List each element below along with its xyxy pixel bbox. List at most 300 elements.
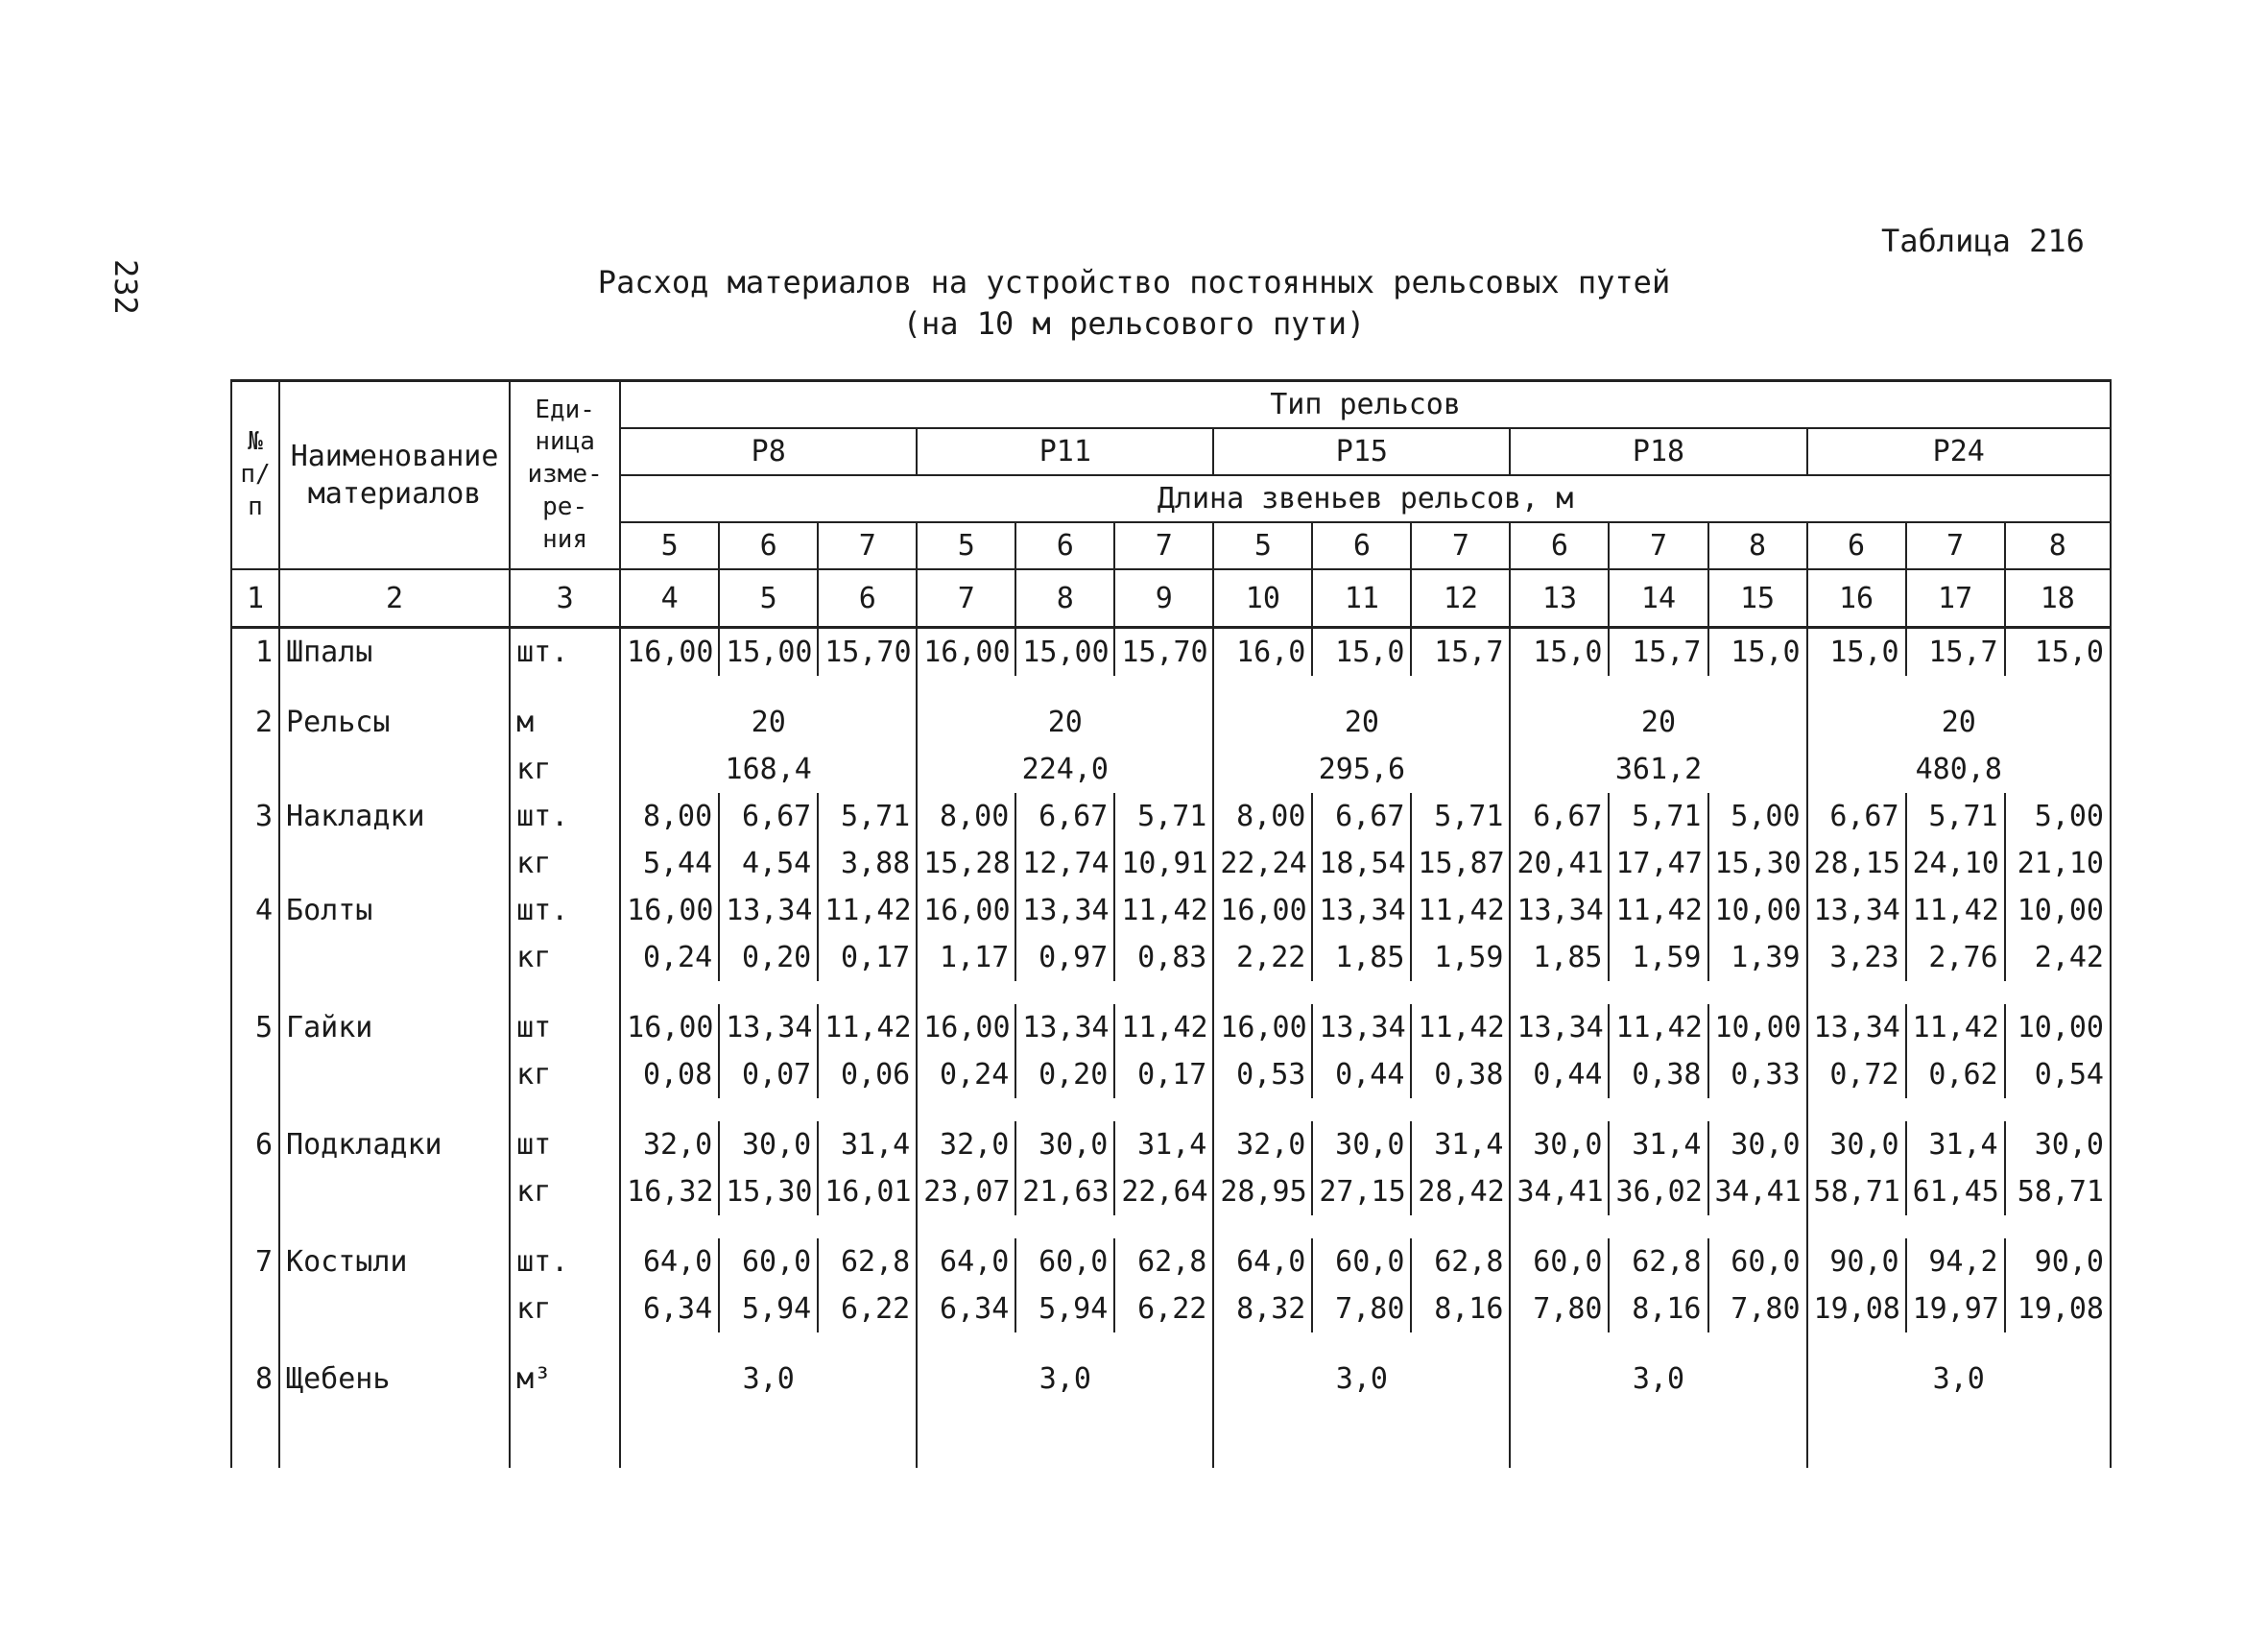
value-cell: 64,0 bbox=[620, 1238, 719, 1285]
value-cell: 6,67 bbox=[1015, 793, 1114, 840]
header-length-cell: 8 bbox=[2005, 522, 2111, 569]
value-cell: 34,41 bbox=[1510, 1168, 1609, 1215]
value-cell: 13,34 bbox=[1312, 1004, 1411, 1051]
value-cell: 15,30 bbox=[1708, 840, 1807, 887]
value-cell: 1,85 bbox=[1510, 934, 1609, 981]
value-cell: 31,4 bbox=[1114, 1121, 1213, 1168]
header-length-cell: 6 bbox=[1312, 522, 1411, 569]
empty-cell bbox=[1510, 1098, 1806, 1121]
empty-cell bbox=[620, 981, 917, 1004]
value-cell: 0,17 bbox=[1114, 1051, 1213, 1098]
value-cell: 0,44 bbox=[1510, 1051, 1609, 1098]
value-cell: 0,06 bbox=[818, 1051, 917, 1098]
value-cell: 16,00 bbox=[620, 887, 719, 934]
unit-cell: кг bbox=[510, 1285, 620, 1332]
value-cell: 21,63 bbox=[1015, 1168, 1114, 1215]
value-cell: 5,00 bbox=[1708, 793, 1807, 840]
value-cell: 60,0 bbox=[719, 1238, 818, 1285]
value-cell: 0,38 bbox=[1411, 1051, 1510, 1098]
column-index-cell: 14 bbox=[1609, 569, 1707, 628]
value-cell: 30,0 bbox=[719, 1121, 818, 1168]
value-cell: 0,72 bbox=[1807, 1051, 1906, 1098]
empty-cell bbox=[279, 1215, 510, 1238]
row-number bbox=[231, 746, 279, 793]
table-title: Расход материалов на устройство постоянных рельсовых путей bbox=[597, 264, 1671, 300]
header-length-cell: 8 bbox=[1708, 522, 1807, 569]
header-name: Наименование материалов bbox=[279, 381, 510, 570]
header-length-cell: 7 bbox=[818, 522, 917, 569]
value-cell: 58,71 bbox=[2005, 1168, 2111, 1215]
value-cell: 36,02 bbox=[1609, 1168, 1707, 1215]
table-row bbox=[231, 981, 2111, 1004]
column-index-cell: 10 bbox=[1213, 569, 1312, 628]
value-cell: 15,00 bbox=[719, 628, 818, 677]
header-length-cell: 5 bbox=[1213, 522, 1312, 569]
header-type-r24: Р24 bbox=[1807, 428, 2111, 475]
value-cell: 1,59 bbox=[1609, 934, 1707, 981]
value-cell: 15,0 bbox=[1708, 628, 1807, 677]
value-cell: 11,42 bbox=[1906, 1004, 2005, 1051]
table-row bbox=[231, 934, 2111, 981]
value-cell: 11,42 bbox=[1906, 887, 2005, 934]
value-cell: 8,32 bbox=[1213, 1285, 1312, 1332]
empty-cell bbox=[279, 1403, 510, 1468]
value-cell: 15,0 bbox=[2005, 628, 2111, 677]
row-number: 7 bbox=[231, 1238, 279, 1285]
empty-cell bbox=[279, 981, 510, 1004]
table-row bbox=[231, 1285, 2111, 1332]
empty-cell bbox=[279, 676, 510, 699]
table-row bbox=[231, 1332, 2111, 1356]
value-cell: 15,87 bbox=[1411, 840, 1510, 887]
value-cell: 5,44 bbox=[620, 840, 719, 887]
material-name bbox=[279, 934, 510, 981]
value-cell: 13,34 bbox=[1015, 887, 1114, 934]
value-cell: 16,00 bbox=[1213, 887, 1312, 934]
value-cell: 10,91 bbox=[1114, 840, 1213, 887]
row-number: 3 bbox=[231, 793, 279, 840]
material-name: Болты bbox=[279, 887, 510, 934]
value-cell: 0,38 bbox=[1609, 1051, 1707, 1098]
header-length-cell: 7 bbox=[1411, 522, 1510, 569]
column-index-cell: 18 bbox=[2005, 569, 2111, 628]
value-cell: 16,00 bbox=[917, 628, 1015, 677]
value-cell: 15,0 bbox=[1807, 628, 1906, 677]
table-row bbox=[231, 793, 2111, 840]
unit-cell: шт bbox=[510, 1004, 620, 1051]
empty-cell bbox=[510, 981, 620, 1004]
empty-cell bbox=[1510, 1403, 1806, 1468]
empty-cell bbox=[1807, 1215, 2111, 1238]
value-cell: 5,00 bbox=[2005, 793, 2111, 840]
table-row bbox=[231, 699, 2111, 746]
value-cell: 16,00 bbox=[917, 1004, 1015, 1051]
empty-cell bbox=[510, 1098, 620, 1121]
unit-cell: кг bbox=[510, 1168, 620, 1215]
empty-cell bbox=[231, 1215, 279, 1238]
row-number: 6 bbox=[231, 1121, 279, 1168]
unit-cell: шт. bbox=[510, 1238, 620, 1285]
merged-value-cell: 20 bbox=[917, 699, 1213, 746]
empty-cell bbox=[231, 1332, 279, 1356]
value-cell: 0,17 bbox=[818, 934, 917, 981]
value-cell: 62,8 bbox=[1609, 1238, 1707, 1285]
merged-value-cell: 20 bbox=[1807, 699, 2111, 746]
header-length-cell: 7 bbox=[1609, 522, 1707, 569]
table-row bbox=[231, 1215, 2111, 1238]
value-cell: 31,4 bbox=[818, 1121, 917, 1168]
table-subtitle: (на 10 м рельсового пути) bbox=[902, 305, 1366, 342]
value-cell: 15,0 bbox=[1312, 628, 1411, 677]
value-cell: 30,0 bbox=[1312, 1121, 1411, 1168]
value-cell: 11,42 bbox=[1411, 887, 1510, 934]
value-cell: 61,45 bbox=[1906, 1168, 2005, 1215]
value-cell: 16,01 bbox=[818, 1168, 917, 1215]
column-index-cell: 9 bbox=[1114, 569, 1213, 628]
row-number: 5 bbox=[231, 1004, 279, 1051]
table-label: Таблица 216 bbox=[1881, 223, 2085, 259]
value-cell: 0,20 bbox=[719, 934, 818, 981]
empty-cell bbox=[1510, 676, 1806, 699]
value-cell: 31,4 bbox=[1906, 1121, 2005, 1168]
value-cell: 64,0 bbox=[917, 1238, 1015, 1285]
value-cell: 11,42 bbox=[1114, 887, 1213, 934]
table-row bbox=[231, 1004, 2111, 1051]
value-cell: 0,83 bbox=[1114, 934, 1213, 981]
material-name: Шпалы bbox=[279, 628, 510, 677]
unit-cell: кг bbox=[510, 934, 620, 981]
value-cell: 0,24 bbox=[620, 934, 719, 981]
value-cell: 3,88 bbox=[818, 840, 917, 887]
header-length-cell: 5 bbox=[917, 522, 1015, 569]
header-unit: Еди- ница изме- ре- ния bbox=[510, 381, 620, 570]
value-cell: 15,70 bbox=[818, 628, 917, 677]
value-cell: 15,0 bbox=[1510, 628, 1609, 677]
table-body bbox=[231, 628, 2111, 1469]
value-cell: 16,00 bbox=[917, 887, 1015, 934]
table-row bbox=[231, 1356, 2111, 1403]
empty-cell bbox=[279, 1098, 510, 1121]
header-length-cell: 7 bbox=[1114, 522, 1213, 569]
unit-cell: кг bbox=[510, 840, 620, 887]
empty-cell bbox=[917, 676, 1213, 699]
value-cell: 13,34 bbox=[1510, 1004, 1609, 1051]
header-type-r11: Р11 bbox=[917, 428, 1213, 475]
value-cell: 5,94 bbox=[719, 1285, 818, 1332]
unit-cell: шт bbox=[510, 1121, 620, 1168]
value-cell: 24,10 bbox=[1906, 840, 2005, 887]
empty-cell bbox=[1213, 1332, 1510, 1356]
value-cell: 30,0 bbox=[2005, 1121, 2111, 1168]
value-cell: 60,0 bbox=[1510, 1238, 1609, 1285]
value-cell: 11,42 bbox=[1609, 887, 1707, 934]
value-cell: 3,23 bbox=[1807, 934, 1906, 981]
table-row bbox=[231, 746, 2111, 793]
material-name: Щебень bbox=[279, 1356, 510, 1403]
value-cell: 11,42 bbox=[1114, 1004, 1213, 1051]
merged-value-cell: 480,8 bbox=[1807, 746, 2111, 793]
value-cell: 6,67 bbox=[719, 793, 818, 840]
empty-cell bbox=[917, 1215, 1213, 1238]
value-cell: 10,00 bbox=[2005, 1004, 2111, 1051]
empty-cell bbox=[1807, 1403, 2111, 1468]
empty-cell bbox=[1510, 1332, 1806, 1356]
merged-value-cell: 224,0 bbox=[917, 746, 1213, 793]
row-number: 8 bbox=[231, 1356, 279, 1403]
column-index-cell: 17 bbox=[1906, 569, 2005, 628]
value-cell: 0,44 bbox=[1312, 1051, 1411, 1098]
value-cell: 2,42 bbox=[2005, 934, 2111, 981]
header-no: № п/п bbox=[231, 381, 279, 570]
value-cell: 17,47 bbox=[1609, 840, 1707, 887]
merged-value-cell: 295,6 bbox=[1213, 746, 1510, 793]
table-row bbox=[231, 1051, 2111, 1098]
empty-cell bbox=[1213, 1098, 1510, 1121]
empty-cell bbox=[231, 981, 279, 1004]
value-cell: 94,2 bbox=[1906, 1238, 2005, 1285]
empty-cell bbox=[1807, 1098, 2111, 1121]
value-cell: 13,34 bbox=[1807, 1004, 1906, 1051]
row-number bbox=[231, 1285, 279, 1332]
value-cell: 6,67 bbox=[1807, 793, 1906, 840]
empty-cell bbox=[1807, 676, 2111, 699]
value-cell: 0,33 bbox=[1708, 1051, 1807, 1098]
value-cell: 4,54 bbox=[719, 840, 818, 887]
value-cell: 5,71 bbox=[1609, 793, 1707, 840]
value-cell: 28,42 bbox=[1411, 1168, 1510, 1215]
empty-cell bbox=[620, 1098, 917, 1121]
column-index-cell: 12 bbox=[1411, 569, 1510, 628]
row-number bbox=[231, 934, 279, 981]
value-cell: 23,07 bbox=[917, 1168, 1015, 1215]
empty-cell bbox=[279, 1332, 510, 1356]
empty-cell bbox=[620, 1332, 917, 1356]
value-cell: 90,0 bbox=[2005, 1238, 2111, 1285]
value-cell: 13,34 bbox=[1510, 887, 1609, 934]
material-name bbox=[279, 1285, 510, 1332]
value-cell: 8,00 bbox=[1213, 793, 1312, 840]
value-cell: 62,8 bbox=[818, 1238, 917, 1285]
material-name: Накладки bbox=[279, 793, 510, 840]
value-cell: 5,94 bbox=[1015, 1285, 1114, 1332]
unit-cell: шт. bbox=[510, 887, 620, 934]
unit-cell: кг bbox=[510, 746, 620, 793]
value-cell: 5,71 bbox=[1411, 793, 1510, 840]
material-name: Гайки bbox=[279, 1004, 510, 1051]
value-cell: 0,62 bbox=[1906, 1051, 2005, 1098]
material-name bbox=[279, 746, 510, 793]
empty-cell bbox=[231, 1098, 279, 1121]
value-cell: 31,4 bbox=[1411, 1121, 1510, 1168]
unit-cell: шт. bbox=[510, 793, 620, 840]
value-cell: 28,95 bbox=[1213, 1168, 1312, 1215]
table-row bbox=[231, 887, 2111, 934]
value-cell: 8,16 bbox=[1411, 1285, 1510, 1332]
unit-cell: м bbox=[510, 699, 620, 746]
header-length-cell: 5 bbox=[620, 522, 719, 569]
value-cell: 0,20 bbox=[1015, 1051, 1114, 1098]
merged-value-cell: 3,0 bbox=[1510, 1356, 1806, 1403]
row-number bbox=[231, 840, 279, 887]
value-cell: 32,0 bbox=[917, 1121, 1015, 1168]
value-cell: 5,71 bbox=[818, 793, 917, 840]
value-cell: 30,0 bbox=[1015, 1121, 1114, 1168]
unit-cell: кг bbox=[510, 1051, 620, 1098]
material-name: Костыли bbox=[279, 1238, 510, 1285]
value-cell: 0,08 bbox=[620, 1051, 719, 1098]
value-cell: 0,54 bbox=[2005, 1051, 2111, 1098]
empty-cell bbox=[620, 676, 917, 699]
value-cell: 16,00 bbox=[1213, 1004, 1312, 1051]
header-length-cell: 6 bbox=[1015, 522, 1114, 569]
value-cell: 8,00 bbox=[917, 793, 1015, 840]
value-cell: 62,8 bbox=[1411, 1238, 1510, 1285]
row-number: 4 bbox=[231, 887, 279, 934]
value-cell: 32,0 bbox=[620, 1121, 719, 1168]
value-cell: 22,64 bbox=[1114, 1168, 1213, 1215]
column-index-row bbox=[231, 569, 2111, 628]
header-rail-type: Тип рельсов bbox=[620, 381, 2111, 429]
value-cell: 10,00 bbox=[1708, 1004, 1807, 1051]
merged-value-cell: 3,0 bbox=[1807, 1356, 2111, 1403]
table-row bbox=[231, 1403, 2111, 1468]
value-cell: 0,24 bbox=[917, 1051, 1015, 1098]
header-type-r15: Р15 bbox=[1213, 428, 1510, 475]
value-cell: 19,08 bbox=[1807, 1285, 1906, 1332]
table-header bbox=[231, 381, 2111, 628]
value-cell: 8,00 bbox=[620, 793, 719, 840]
value-cell: 34,41 bbox=[1708, 1168, 1807, 1215]
merged-value-cell: 361,2 bbox=[1510, 746, 1806, 793]
value-cell: 21,10 bbox=[2005, 840, 2111, 887]
value-cell: 11,42 bbox=[1609, 1004, 1707, 1051]
column-index-cell: 16 bbox=[1807, 569, 1906, 628]
merged-value-cell: 168,4 bbox=[620, 746, 917, 793]
value-cell: 7,80 bbox=[1708, 1285, 1807, 1332]
value-cell: 27,15 bbox=[1312, 1168, 1411, 1215]
value-cell: 60,0 bbox=[1015, 1238, 1114, 1285]
empty-cell bbox=[1510, 981, 1806, 1004]
value-cell: 15,28 bbox=[917, 840, 1015, 887]
empty-cell bbox=[231, 1403, 279, 1468]
column-index-cell: 6 bbox=[818, 569, 917, 628]
value-cell: 2,76 bbox=[1906, 934, 2005, 981]
value-cell: 1,17 bbox=[917, 934, 1015, 981]
row-number: 2 bbox=[231, 699, 279, 746]
column-index-cell: 3 bbox=[510, 569, 620, 628]
value-cell: 15,7 bbox=[1609, 628, 1707, 677]
value-cell: 15,00 bbox=[1015, 628, 1114, 677]
value-cell: 1,85 bbox=[1312, 934, 1411, 981]
value-cell: 1,59 bbox=[1411, 934, 1510, 981]
empty-cell bbox=[1213, 1403, 1510, 1468]
value-cell: 0,53 bbox=[1213, 1051, 1312, 1098]
value-cell: 60,0 bbox=[1708, 1238, 1807, 1285]
value-cell: 22,24 bbox=[1213, 840, 1312, 887]
value-cell: 32,0 bbox=[1213, 1121, 1312, 1168]
value-cell: 13,34 bbox=[1312, 887, 1411, 934]
value-cell: 16,00 bbox=[620, 628, 719, 677]
value-cell: 11,42 bbox=[818, 887, 917, 934]
empty-cell bbox=[510, 676, 620, 699]
value-cell: 11,42 bbox=[1411, 1004, 1510, 1051]
column-index-cell: 15 bbox=[1708, 569, 1807, 628]
value-cell: 16,32 bbox=[620, 1168, 719, 1215]
value-cell: 30,0 bbox=[1708, 1121, 1807, 1168]
value-cell: 64,0 bbox=[1213, 1238, 1312, 1285]
table-row bbox=[231, 1168, 2111, 1215]
empty-cell bbox=[1213, 1215, 1510, 1238]
table-row bbox=[231, 840, 2111, 887]
row-number bbox=[231, 1051, 279, 1098]
material-name bbox=[279, 840, 510, 887]
table-row bbox=[231, 1238, 2111, 1285]
empty-cell bbox=[510, 1403, 620, 1468]
value-cell: 13,34 bbox=[1015, 1004, 1114, 1051]
row-number bbox=[231, 1168, 279, 1215]
value-cell: 13,34 bbox=[1807, 887, 1906, 934]
merged-value-cell: 3,0 bbox=[917, 1356, 1213, 1403]
value-cell: 10,00 bbox=[1708, 887, 1807, 934]
material-name bbox=[279, 1051, 510, 1098]
value-cell: 15,30 bbox=[719, 1168, 818, 1215]
value-cell: 19,08 bbox=[2005, 1285, 2111, 1332]
value-cell: 16,00 bbox=[620, 1004, 719, 1051]
empty-cell bbox=[1807, 981, 2111, 1004]
material-name bbox=[279, 1168, 510, 1215]
value-cell: 6,22 bbox=[818, 1285, 917, 1332]
merged-value-cell: 20 bbox=[620, 699, 917, 746]
merged-value-cell: 3,0 bbox=[1213, 1356, 1510, 1403]
header-length-cell: 6 bbox=[1510, 522, 1609, 569]
value-cell: 15,7 bbox=[1411, 628, 1510, 677]
value-cell: 30,0 bbox=[1807, 1121, 1906, 1168]
column-index-cell: 13 bbox=[1510, 569, 1609, 628]
materials-table bbox=[230, 379, 2112, 1468]
empty-cell bbox=[620, 1403, 917, 1468]
empty-cell bbox=[231, 676, 279, 699]
table-row bbox=[231, 628, 2111, 677]
empty-cell bbox=[510, 1215, 620, 1238]
value-cell: 15,7 bbox=[1906, 628, 2005, 677]
value-cell: 30,0 bbox=[1510, 1121, 1609, 1168]
merged-value-cell: 20 bbox=[1510, 699, 1806, 746]
value-cell: 16,0 bbox=[1213, 628, 1312, 677]
table-row bbox=[231, 1098, 2111, 1121]
value-cell: 6,34 bbox=[917, 1285, 1015, 1332]
value-cell: 1,39 bbox=[1708, 934, 1807, 981]
value-cell: 12,74 bbox=[1015, 840, 1114, 887]
unit-cell: м³ bbox=[510, 1356, 620, 1403]
value-cell: 7,80 bbox=[1510, 1285, 1609, 1332]
value-cell: 6,22 bbox=[1114, 1285, 1213, 1332]
column-index-cell: 7 bbox=[917, 569, 1015, 628]
header-type-r8: Р8 bbox=[620, 428, 917, 475]
value-cell: 6,67 bbox=[1312, 793, 1411, 840]
value-cell: 18,54 bbox=[1312, 840, 1411, 887]
header-length-cell: 7 bbox=[1906, 522, 2005, 569]
value-cell: 6,67 bbox=[1510, 793, 1609, 840]
empty-cell bbox=[917, 1098, 1213, 1121]
empty-cell bbox=[1510, 1215, 1806, 1238]
empty-cell bbox=[1807, 1332, 2111, 1356]
value-cell: 19,97 bbox=[1906, 1285, 2005, 1332]
value-cell: 0,07 bbox=[719, 1051, 818, 1098]
header-link-length: Длина звеньев рельсов, м bbox=[620, 475, 2111, 522]
value-cell: 31,4 bbox=[1609, 1121, 1707, 1168]
column-index-cell: 2 bbox=[279, 569, 510, 628]
value-cell: 6,34 bbox=[620, 1285, 719, 1332]
